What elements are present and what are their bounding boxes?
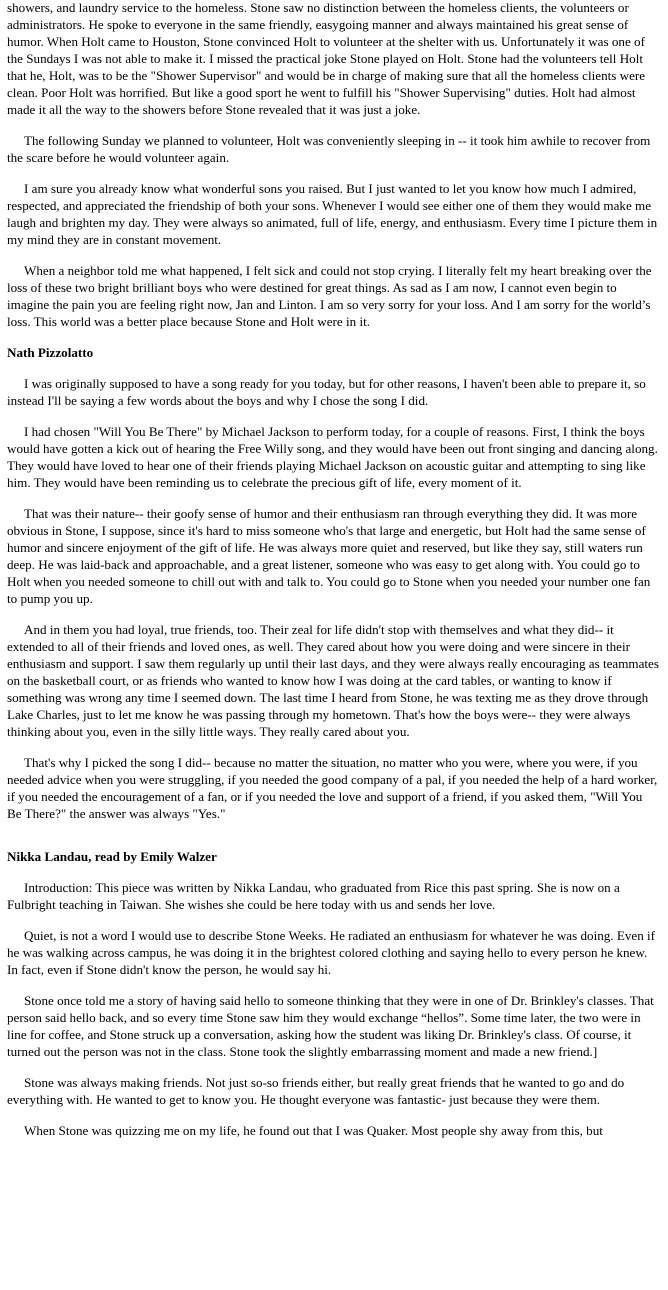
paragraph: When a neighbor told me what happened, I felt sick and could not stop crying. I literally felt my heart breaking over the loss of these two bright brilliant boys who were destined for great things. As sad as I am now, I cannot even begin to imagine the pain you are feeling right now, Jan and Linton. I am so very sorry for your loss. And I am sorry for the world’s loss. This world was a better place because Stone and Holt were in it. xyxy=(7,263,652,329)
paragraph: When Stone was quizzing me on my life, he found out that I was Quaker. Most people shy away from this, but xyxy=(24,1123,603,1138)
paragraph: I was originally supposed to have a song ready for you today, but for other reasons, I haven't been able to prepare it, so instead I'll be saying a few words about the boys and why I chose the song I did. xyxy=(7,376,646,408)
section-heading: Nath Pizzolatto xyxy=(7,345,94,360)
paragraph: That was their nature-- their goofy sense of humor and their enthusiasm ran through everything they did. It was more obvious in Stone, I suppose, since it's hard to miss someone who's that large and energetic, but Holt had the same sense of humor and sincere enjoyment of the gift of life. He was always more quiet and reserved, but like they say, still waters run deep. He was laid-back and approachable, and a great listener, someone who was easy to get along with. You could go to Holt when you needed someone to chill out with and talk to. You could go to Stone when you needed your number one fan to pump you up. xyxy=(7,506,651,606)
paragraph: showers, and laundry service to the homeless. Stone saw no distinction between the homeless clients, the volunteers or administrators. He spoke to everyone in the same friendly, easygoing manner and always maintained his great sense of humor. When Holt came to Houston, Stone convinced Holt to volunteer at the shelter with us. Unfortunately it was one of the Sundays I was not able to make it. I missed the practical joke Stone played on Holt. Stone had the volunteers tell Holt that he, Holt, was to be the "Shower Supervisor" and would be in charge of making sure that all the homeless clients were clean. Poor Holt was horrified. But like a good sport he went to fulfill his "Shower Supervising" duties. Holt had almost made it all the way to the showers before Stone revealed that it was just a joke. xyxy=(7,0,646,117)
section-nikka-landau xyxy=(7,848,660,1139)
paragraph: Stone was always making friends. Not just so-so friends either, but really great friends that he wanted to go and do everything with. He wanted to get to know you. He thought everyone was fantastic- just because they were them. xyxy=(7,1075,625,1107)
paragraph: I am sure you already know what wonderful sons you raised. But I just wanted to let you know how much I admired, respected, and appreciated the friendship of both your sons. Whenever I would see either one of them they would make me laugh and brighten my day. They were always so animated, full of life, energy, and enthusiasm. Every time I picture them in my mind they are in constant movement. xyxy=(7,181,658,247)
paragraph: Introduction: This piece was written by Nikka Landau, who graduated from Rice this past spring. She is now on a Fulbright teaching in Taiwan. She wishes she could be here today with us and sends her love. xyxy=(7,880,620,912)
paragraph: The following Sunday we planned to volunteer, Holt was conveniently sleeping in -- it took him awhile to recover from the scare before he would volunteer again. xyxy=(7,133,651,165)
paragraph: And in them you had loyal, true friends, too. Their zeal for life didn't stop with themselves and what they did-- it extended to all of their friends and loved ones, as well. They cared about how you were doing and were sincere in their enthusiasm and support. I saw them regularly up until their last days, and they were always really encouraging as teammates on the basketball court, or as friends who wanted to know how I was doing at the card tables, or wanting to know if something was wrong any time I seemed down. The last time I heard from Stone, he was texting me as they drove through Lake Charles, just to let me know he was passing through my hometown. That's how the boys were-- they were always thinking about you, even in the silly little ways. They really cared about you. xyxy=(7,622,659,739)
paragraph: That's why I picked the song I did-- because no matter the situation, no matter who you were, where you were, if you needed advice when you were struggling, if you needed the good company of a pal, if you needed the help of a hard worker, if you needed the encouragement of a fan, or if you needed the love and support of a friend, if you asked them, "Will You Be There?" the answer was always "Yes." xyxy=(7,755,658,821)
section-heading: Nikka Landau, read by Emily Walzer xyxy=(7,849,217,864)
paragraph: Quiet, is not a word I would use to describe Stone Weeks. He radiated an enthusiasm for whatever he was doing. Even if he was walking across campus, he was doing it in the brightest colored clothing and saying hello to every person he knew. In fact, even if Stone didn't know the person, he would say hi. xyxy=(7,928,656,977)
letter-text xyxy=(7,0,660,330)
section-nath-pizzolatto xyxy=(7,344,660,822)
paragraph: Stone once told me a story of having said hello to someone thinking that they were in one of Dr. Brinkley's classes. That person said hello back, and so every time Stone saw him they would exchange “hellos”. Some time later, the two were in line for coffee, and Stone struck up a conversation, asking how the student was liking Dr. Brinkley's class. Of course, it turned out the person was not in the class. Stone took the slightly embarrassing moment and made a new friend.] xyxy=(7,993,654,1059)
paragraph: I had chosen "Will You Be There" by Michael Jackson to perform today, for a couple of reasons. First, I think the boys would have gotten a kick out of hearing the Free Willy song, and they would have been out front singing and dancing along. They would have loved to hear one of their friends playing Michael Jackson on acoustic guitar and attempting to sing like him. They would have been reminding us to celebrate the precious gift of life, every moment of it. xyxy=(7,424,658,490)
